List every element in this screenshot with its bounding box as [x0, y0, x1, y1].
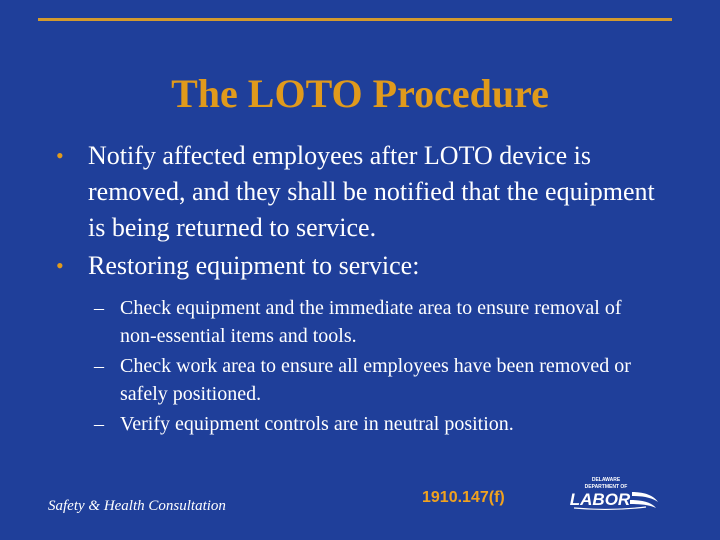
sub-bullet-item — [94, 294, 656, 350]
dash-marker: – — [94, 297, 104, 319]
slide-title: The LOTO Procedure — [171, 71, 549, 116]
dash-marker: – — [94, 413, 104, 435]
footer-organization: Safety & Health Consultation — [48, 498, 226, 514]
logo-main-text: LABOR — [569, 490, 631, 509]
bullet-text: Restoring equipment to service: — [88, 251, 420, 280]
sub-bullet-text: Verify equipment controls are in neutral position. — [120, 413, 514, 435]
bullet-list — [56, 138, 656, 440]
sub-bullet-item — [94, 352, 656, 408]
logo-top-text: DELAWARE — [591, 477, 621, 483]
bullet-marker: • — [56, 253, 64, 278]
footer-standard-reference: 1910.147(f) — [422, 489, 505, 506]
sub-bullet-item — [94, 410, 656, 438]
logo-middle-text: DEPARTMENT OF — [584, 484, 628, 490]
delaware-labor-logo — [566, 474, 662, 514]
bullet-marker: • — [56, 143, 64, 168]
sub-bullet-text: Check equipment and the immediate area to ensure removal of non-essential items and tools. — [120, 297, 622, 347]
sub-bullet-text: Check work area to ensure all employees have been removed or safely positioned. — [120, 355, 631, 405]
bullet-item — [56, 138, 656, 246]
bullet-item — [56, 248, 656, 284]
top-rule — [38, 18, 672, 21]
bullet-text: Notify affected employees after LOTO device is removed, and they shall be notified that the equipment is being returned to service. — [88, 141, 655, 242]
sub-bullet-list — [94, 294, 656, 438]
dash-marker: – — [94, 355, 104, 377]
